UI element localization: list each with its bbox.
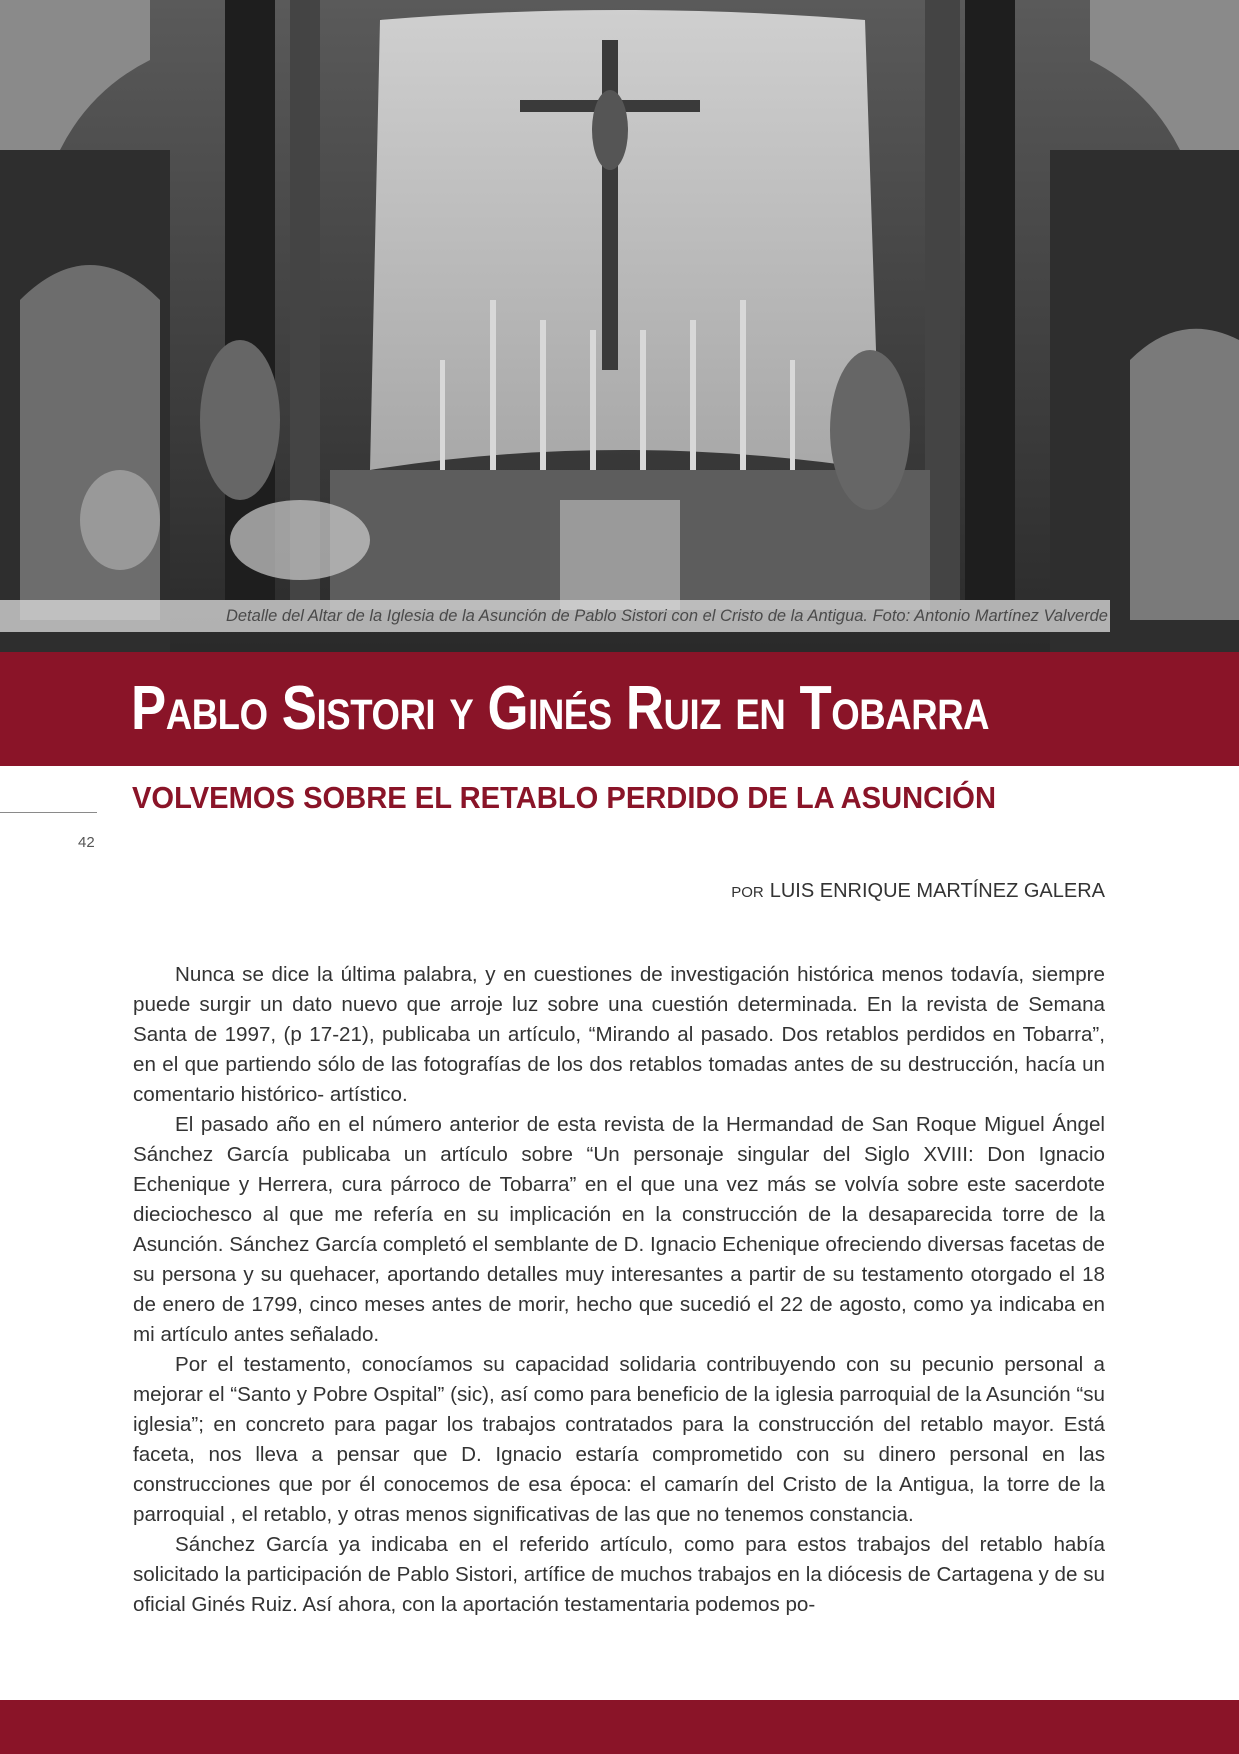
margin-rule [0,812,97,813]
paragraph: Sánchez García ya indicaba en el referido artículo, como para estos trabajos del retablo había solicitado la participación de Pablo Sistori, artífice de muchos trabajos en la diócesis de Cartagena y de su oficial Ginés Ruiz. Así ahora, con la aportación testamentaria podemos po- [133,1533,1105,1616]
paragraph: Por el testamento, conocíamos su capacidad solidaria contribuyendo con su pecunio personal a mejorar el “Santo y Pobre Ospital” (sic), así como para beneficio de la iglesia parroquial de la Asunción “su iglesia”; en concreto para pagar los trabajos contratados para la construcción del retablo mayor. Está faceta, nos lleva a pensar que D. Ignacio estaría comprometido con su dinero personal en las construcciones que por él conocemos de esa época: el camarín del Cristo de la Antigua, la torre de la parroquial , el retablo, y otras menos significativas de las que no tenemos constancia. [133,1353,1105,1526]
page-number: 42 [78,834,95,851]
photo-caption-box [0,600,1110,632]
article-subtitle: VOLVEMOS SOBRE EL RETABLO PERDIDO DE LA ASUNCIÓN [132,780,997,815]
byline [731,880,1105,903]
article-body [133,960,1105,1620]
paragraph: El pasado año en el número anterior de esta revista de la Hermandad de San Roque Miguel Ángel Sánchez García publicaba un artículo sobre “Un personaje singular del Siglo XVIII: Don Ignacio Echenique y Herrera, cura párroco de Tobarra” en el que una vez más se volvía sobre este sacerdote dieciochesco al que me refería en su implicación en la construcción de la desaparecida torre de la Asunción. Sánchez García completó el semblante de D. Ignacio Echenique ofreciendo diversas facetas de su persona y su quehacer, aportando detalles muy interesantes a partir de su testamento otorgado el 18 de enero de 1799, cinco meses antes de morir, hecho que sucedió el 22 de agosto, como ya indicaba en mi artículo antes señalado. [133,1113,1105,1346]
paragraph: Nunca se dice la última palabra, y en cuestiones de investigación histórica menos todavía, siempre puede surgir un dato nuevo que arroje luz sobre una cuestión determinada. En la revista de Semana Santa de 1997, (p 17-21), publicaba un artículo, “Mirando al pasado. Dos retablos perdidos en Tobarra”, en el que partiendo sólo de las fotografías de los dos retablos tomadas antes de su destrucción, hacía un comentario histórico- artístico. [133,963,1105,1106]
altar-photo [0,0,1239,652]
byline-prefix: POR [731,884,764,901]
footer-banner [0,1700,1239,1754]
photo-caption: Detalle del Altar de la Iglesia de la Asunción de Pablo Sistori con el Cristo de la Antigua. Foto: Antonio Martínez Valverde [225,607,1108,625]
altar-photo-illustration [0,0,1239,652]
author-name: LUIS ENRIQUE MARTÍNEZ GALERA [769,880,1105,902]
article-title: Pablo Sistori y Ginés Ruiz en Tobarra [131,674,990,743]
